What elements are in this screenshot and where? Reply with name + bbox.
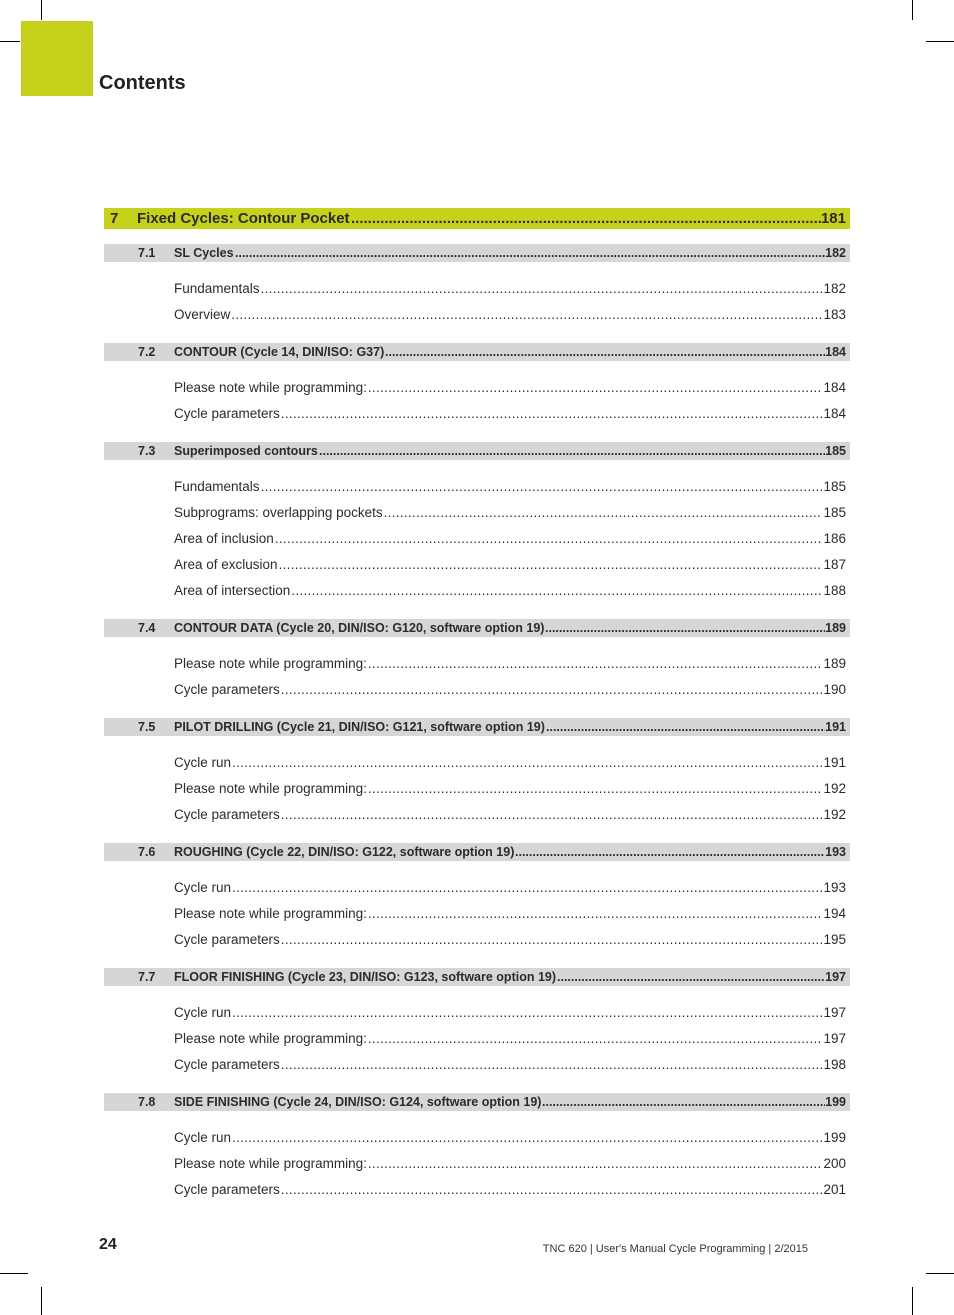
entry-page: 182 <box>823 281 846 296</box>
entry-page: 188 <box>823 583 846 598</box>
toc-entry[interactable] <box>174 1130 846 1148</box>
entry-label: Cycle parameters <box>174 1182 280 1197</box>
dot-leader <box>515 845 825 859</box>
dot-leader <box>279 557 823 572</box>
toc-entry[interactable] <box>174 505 846 523</box>
section-leader <box>546 720 846 734</box>
entry-label: Area of exclusion <box>174 557 278 572</box>
crop-mark <box>926 41 954 42</box>
section-title: PILOT DRILLING (Cycle 21, DIN/ISO: G121, software option 19) <box>174 720 545 734</box>
section-heading[interactable] <box>104 718 850 736</box>
entry-page: 194 <box>823 906 846 921</box>
entry-page: 197 <box>823 1031 846 1046</box>
section-leader <box>319 444 846 458</box>
chapter-number: 7 <box>110 210 119 227</box>
entry-label: Cycle parameters <box>174 682 280 697</box>
dot-leader <box>319 444 825 458</box>
chapter-leader <box>351 210 846 227</box>
section-number: 7.6 <box>138 845 156 859</box>
toc-entry[interactable] <box>174 531 846 549</box>
toc-entry[interactable] <box>174 406 846 424</box>
dot-leader <box>291 583 822 598</box>
dot-leader <box>351 210 821 227</box>
section-number: 7.8 <box>138 1095 156 1109</box>
section-page: 193 <box>825 845 846 859</box>
dot-leader <box>368 781 823 796</box>
section-number: 7.3 <box>138 444 156 458</box>
dot-leader <box>275 531 823 546</box>
toc-entry[interactable] <box>174 932 846 950</box>
entry-label: Please note while programming: <box>174 781 367 796</box>
dot-leader <box>368 1031 823 1046</box>
dot-leader <box>235 246 825 260</box>
accent-block <box>21 21 93 96</box>
section-leader <box>385 345 846 359</box>
dot-leader <box>231 307 822 322</box>
section-heading[interactable] <box>104 1093 850 1111</box>
section-leader <box>235 246 846 260</box>
entry-label: Cycle parameters <box>174 1057 280 1072</box>
toc-entry[interactable] <box>174 557 846 575</box>
dot-leader <box>281 1182 823 1197</box>
toc-entry[interactable] <box>174 1005 846 1023</box>
entry-label: Overview <box>174 307 231 322</box>
toc-entry[interactable] <box>174 307 846 325</box>
entry-page: 190 <box>823 682 846 697</box>
toc-entry[interactable] <box>174 880 846 898</box>
section-title: SL Cycles <box>174 246 234 260</box>
entry-page: 185 <box>823 505 846 520</box>
section-number: 7.5 <box>138 720 156 734</box>
entry-page: 200 <box>823 1156 846 1171</box>
entry-page: 201 <box>823 1182 846 1197</box>
dot-leader <box>281 807 823 822</box>
dot-leader <box>368 906 823 921</box>
section-page: 184 <box>825 345 846 359</box>
toc-entry[interactable] <box>174 1182 846 1200</box>
section-page: 185 <box>825 444 846 458</box>
dot-leader <box>281 932 823 947</box>
section-title: SIDE FINISHING (Cycle 24, DIN/ISO: G124, software option 19) <box>174 1095 542 1109</box>
entry-page: 198 <box>823 1057 846 1072</box>
dot-leader <box>384 505 823 520</box>
entry-label: Please note while programming: <box>174 380 367 395</box>
dot-leader <box>368 1156 823 1171</box>
dot-leader <box>546 720 825 734</box>
chapter-title: Fixed Cycles: Contour Pocket <box>137 210 350 227</box>
entry-page: 184 <box>823 406 846 421</box>
toc-entry[interactable] <box>174 281 846 299</box>
crop-mark <box>0 1273 28 1274</box>
dot-leader <box>281 1057 823 1072</box>
section-leader <box>515 845 846 859</box>
crop-mark <box>41 1287 42 1315</box>
dot-leader <box>232 1005 822 1020</box>
section-leader <box>557 970 846 984</box>
entry-page: 185 <box>823 479 846 494</box>
toc-entry[interactable] <box>174 807 846 825</box>
toc-entry[interactable] <box>174 906 846 924</box>
entry-page: 192 <box>823 807 846 822</box>
entry-label: Please note while programming: <box>174 906 367 921</box>
toc-entry[interactable] <box>174 682 846 700</box>
dot-leader <box>557 970 825 984</box>
toc-entry[interactable] <box>174 755 846 773</box>
section-heading[interactable] <box>104 619 850 637</box>
dot-leader <box>385 345 825 359</box>
entry-page: 199 <box>823 1130 846 1145</box>
toc-entry[interactable] <box>174 1156 846 1174</box>
section-leader <box>542 1095 846 1109</box>
crop-mark <box>926 1273 954 1274</box>
dot-leader <box>542 1095 825 1109</box>
crop-mark <box>41 0 42 20</box>
section-leader <box>545 621 846 635</box>
chapter-page: 181 <box>820 210 846 227</box>
entry-label: Cycle parameters <box>174 807 280 822</box>
entry-label: Area of intersection <box>174 583 291 598</box>
toc-entry[interactable] <box>174 479 846 497</box>
toc-entry[interactable] <box>174 656 846 674</box>
toc-entry[interactable] <box>174 1031 846 1049</box>
crop-mark <box>912 1287 913 1315</box>
toc-entry[interactable] <box>174 583 846 601</box>
section-title: ROUGHING (Cycle 22, DIN/ISO: G122, software option 19) <box>174 845 515 859</box>
entry-label: Subprograms: overlapping pockets <box>174 505 383 520</box>
crop-mark <box>0 41 20 42</box>
entry-label: Cycle run <box>174 1130 232 1145</box>
dot-leader <box>281 406 823 421</box>
entry-label: Cycle run <box>174 880 232 895</box>
section-heading[interactable] <box>104 244 850 262</box>
section-heading[interactable] <box>104 442 850 460</box>
section-page: 199 <box>825 1095 846 1109</box>
dot-leader <box>545 621 825 635</box>
section-page: 189 <box>825 621 846 635</box>
section-page: 197 <box>825 970 846 984</box>
entry-page: 193 <box>823 880 846 895</box>
entry-label: Area of inclusion <box>174 531 274 546</box>
dot-leader <box>281 682 823 697</box>
entry-label: Please note while programming: <box>174 1031 367 1046</box>
dot-leader <box>232 755 822 770</box>
entry-page: 191 <box>823 755 846 770</box>
dot-leader <box>368 380 823 395</box>
entry-page: 195 <box>823 932 846 947</box>
section-title: FLOOR FINISHING (Cycle 23, DIN/ISO: G123, software option 19) <box>174 970 557 984</box>
entry-page: 184 <box>823 380 846 395</box>
entry-page: 197 <box>823 1005 846 1020</box>
entry-label: Fundamentals <box>174 479 260 494</box>
dot-leader <box>232 880 822 895</box>
toc-entry[interactable] <box>174 781 846 799</box>
section-title: CONTOUR (Cycle 14, DIN/ISO: G37) <box>174 345 385 359</box>
entry-page: 183 <box>823 307 846 322</box>
dot-leader <box>261 281 823 296</box>
entry-label: Cycle parameters <box>174 932 280 947</box>
section-heading[interactable] <box>104 843 850 861</box>
section-number: 7.1 <box>138 246 156 260</box>
entry-label: Cycle run <box>174 1005 232 1020</box>
toc-entry[interactable] <box>174 380 846 398</box>
entry-page: 189 <box>823 656 846 671</box>
dot-leader <box>261 479 823 494</box>
section-number: 7.4 <box>138 621 156 635</box>
page-title: Contents <box>99 72 186 94</box>
entry-label: Please note while programming: <box>174 1156 367 1171</box>
entry-label: Fundamentals <box>174 281 260 296</box>
section-page: 182 <box>825 246 846 260</box>
section-title: CONTOUR DATA (Cycle 20, DIN/ISO: G120, software option 19) <box>174 621 545 635</box>
dot-leader <box>368 656 823 671</box>
section-number: 7.7 <box>138 970 156 984</box>
entry-label: Please note while programming: <box>174 656 367 671</box>
toc-entry[interactable] <box>174 1057 846 1075</box>
entry-page: 187 <box>823 557 846 572</box>
dot-leader <box>232 1130 822 1145</box>
crop-mark <box>912 0 913 20</box>
section-number: 7.2 <box>138 345 156 359</box>
entry-label: Cycle parameters <box>174 406 280 421</box>
page-number: 24 <box>99 1236 117 1253</box>
entry-label: Cycle run <box>174 755 232 770</box>
section-heading[interactable] <box>104 343 850 361</box>
chapter-heading[interactable] <box>104 208 850 229</box>
entry-page: 192 <box>823 781 846 796</box>
section-title: Superimposed contours <box>174 444 318 458</box>
section-heading[interactable] <box>104 968 850 986</box>
footer-text: TNC 620 | User's Manual Cycle Programming | 2/2015 <box>542 1243 808 1255</box>
section-page: 191 <box>825 720 846 734</box>
entry-page: 186 <box>823 531 846 546</box>
